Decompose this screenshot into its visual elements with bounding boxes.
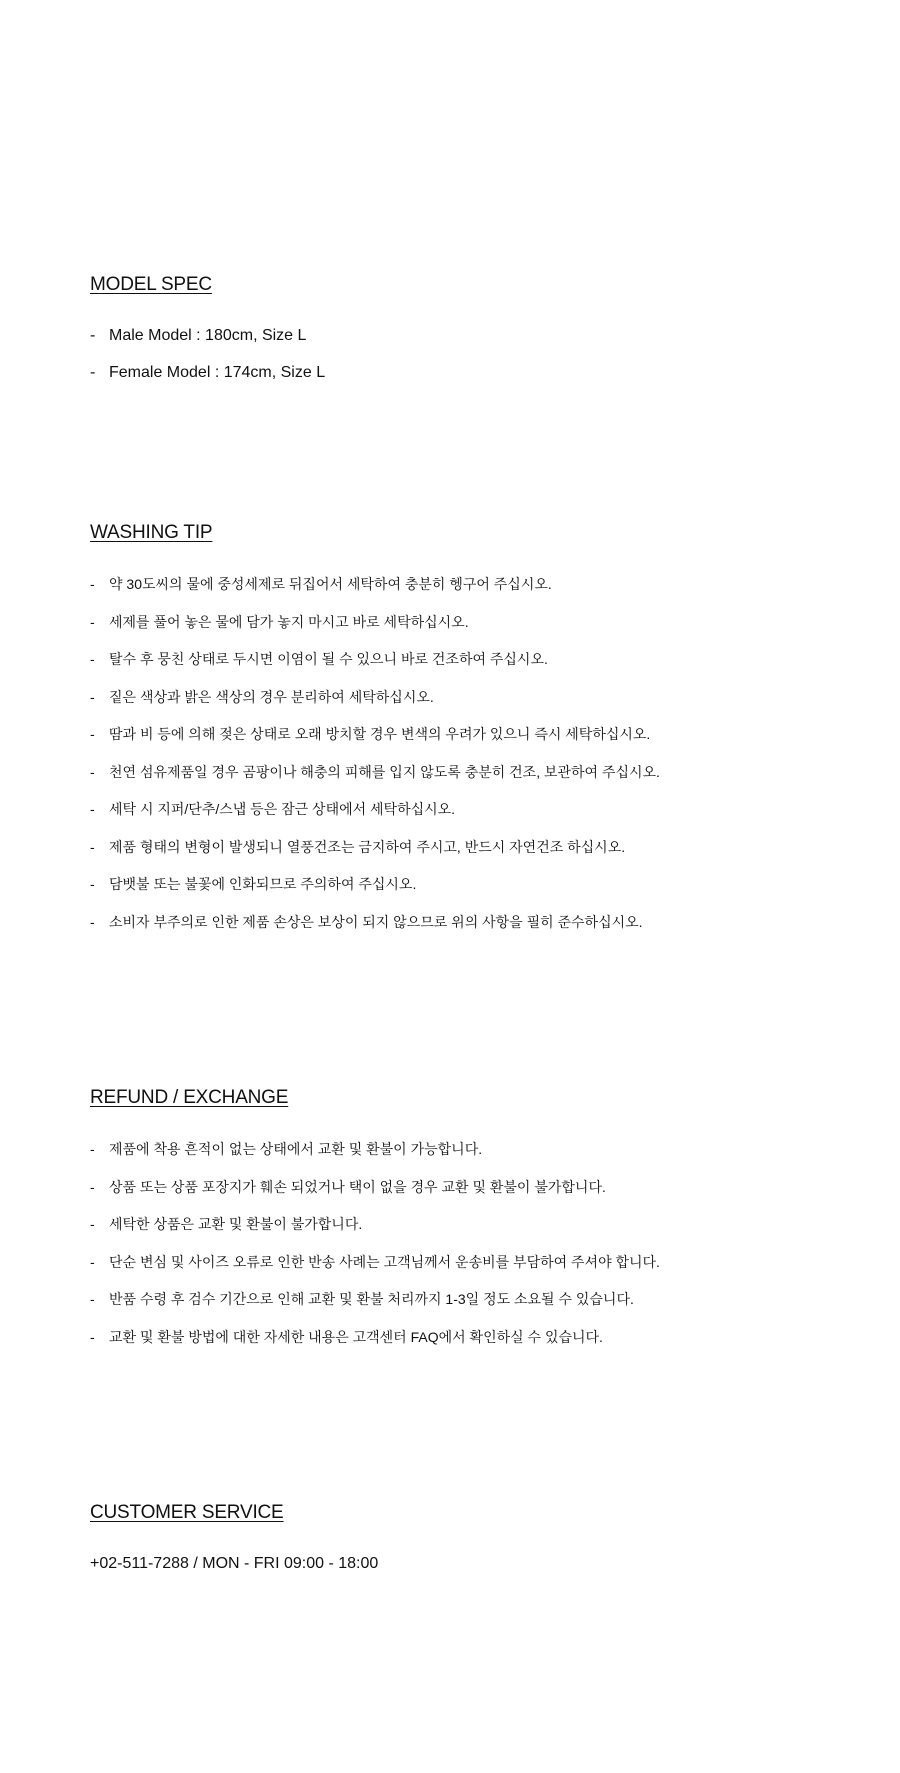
washing-tip-title: WASHING TIP (90, 522, 213, 543)
bullet-dash: - (90, 651, 95, 667)
list-item (90, 912, 850, 932)
list-item (90, 363, 850, 383)
list-item-text: 제품에 착용 흔적이 없는 상태에서 교환 및 환불이 가능합니다. (109, 1141, 483, 1157)
list-item (90, 1177, 850, 1197)
list-item-text: 세제를 풀어 놓은 물에 담가 놓지 마시고 바로 세탁하십시오. (109, 613, 469, 630)
list-item-text: 제품 형태의 변형이 발생되니 열풍건조는 금지하여 주시고, 반드시 자연건조 하십시오. (109, 838, 626, 855)
bullet-dash: - (90, 1178, 95, 1195)
model-spec-title: MODEL SPEC (90, 274, 212, 295)
bullet-dash: - (90, 876, 95, 892)
bullet-dash: - (90, 1328, 95, 1345)
customer-service-contact: +02-511-7288 / MON - FRI 09:00 - 18:00 (90, 1555, 379, 1572)
customer-service-title: CUSTOMER SERVICE (90, 1502, 284, 1523)
bullet-dash: - (90, 327, 96, 344)
list-item-text: 담뱃불 또는 불꽃에 인화되므로 주의하여 주십시오. (109, 876, 417, 892)
bullet-dash: - (90, 913, 95, 930)
bullet-dash: - (90, 726, 95, 742)
list-item-text: 약 30도씨의 물에 중성세제로 뒤집어서 세탁하여 충분히 헹구어 주십시오. (109, 576, 552, 592)
bullet-dash: - (90, 838, 95, 855)
list-item-text: 단순 변심 및 사이즈 오류로 인한 반송 사례는 고객님께서 운송비를 부담하여 주셔야 합니다. (109, 1253, 660, 1270)
list-item (90, 1289, 850, 1309)
list-item (90, 837, 850, 857)
list-item (90, 724, 850, 744)
list-item (90, 1252, 850, 1272)
list-item-text: 탈수 후 뭉친 상태로 두시면 이염이 될 수 있으니 바로 건조하여 주십시오. (109, 651, 548, 667)
model-spec-list (90, 326, 850, 383)
list-item-text: 땀과 비 등에 의해 젖은 상태로 오래 방치할 경우 변색의 우려가 있으니 즉시 세탁하십시오. (109, 726, 651, 742)
customer-service-section (90, 1501, 850, 1574)
list-item-text: 천연 섬유제품일 경우 곰팡이나 해충의 피해를 입지 않도록 충분히 건조, 보관하여 주십시오. (109, 763, 660, 780)
bullet-dash: - (90, 1291, 95, 1308)
list-item (90, 1214, 850, 1234)
washing-tip-section (90, 521, 850, 949)
list-item (90, 649, 850, 669)
washing-tip-list (90, 574, 850, 932)
bullet-dash: - (90, 576, 95, 592)
refund-exchange-list (90, 1139, 850, 1347)
list-item (90, 687, 850, 707)
bullet-dash: - (90, 1141, 95, 1157)
list-item-text: 반품 수령 후 검수 기간으로 인해 교환 및 환불 처리까지 1-3일 정도 소요될 수 있습니다. (109, 1291, 634, 1308)
bullet-dash: - (90, 1253, 95, 1270)
list-item-text: Male Model : 180cm, Size L (109, 327, 307, 344)
list-item (90, 326, 850, 346)
list-item (90, 612, 850, 632)
refund-exchange-title: REFUND / EXCHANGE (90, 1087, 289, 1108)
list-item-text: 세탁한 상품은 교환 및 환불이 불가합니다. (109, 1216, 363, 1233)
list-item-text: 소비자 부주의로 인한 제품 손상은 보상이 되지 않으므로 위의 사항을 필히 준수하십시오. (109, 913, 643, 930)
list-item-text: Female Model : 174cm, Size L (109, 364, 326, 381)
list-item-text: 짙은 색상과 밝은 색상의 경우 분리하여 세탁하십시오. (109, 688, 434, 705)
list-item-text: 상품 또는 상품 포장지가 훼손 되었거나 택이 없을 경우 교환 및 환불이 불가합니다. (109, 1178, 606, 1195)
list-item (90, 574, 850, 594)
list-item (90, 1327, 850, 1347)
list-item (90, 874, 850, 894)
bullet-dash: - (90, 613, 95, 630)
list-item (90, 799, 850, 819)
bullet-dash: - (90, 763, 95, 780)
bullet-dash: - (90, 1216, 95, 1233)
bullet-dash: - (90, 364, 96, 381)
list-item-text: 교환 및 환불 방법에 대한 자세한 내용은 고객센터 FAQ에서 확인하실 수 있습니다. (109, 1328, 603, 1345)
model-spec-section (90, 273, 850, 400)
bullet-dash: - (90, 688, 95, 705)
bullet-dash: - (90, 801, 95, 817)
list-item (90, 762, 850, 782)
refund-exchange-section (90, 1086, 850, 1365)
list-item-text: 세탁 시 지퍼/단추/스냅 등은 잠근 상태에서 세탁하십시오. (109, 801, 456, 817)
list-item (90, 1139, 850, 1159)
